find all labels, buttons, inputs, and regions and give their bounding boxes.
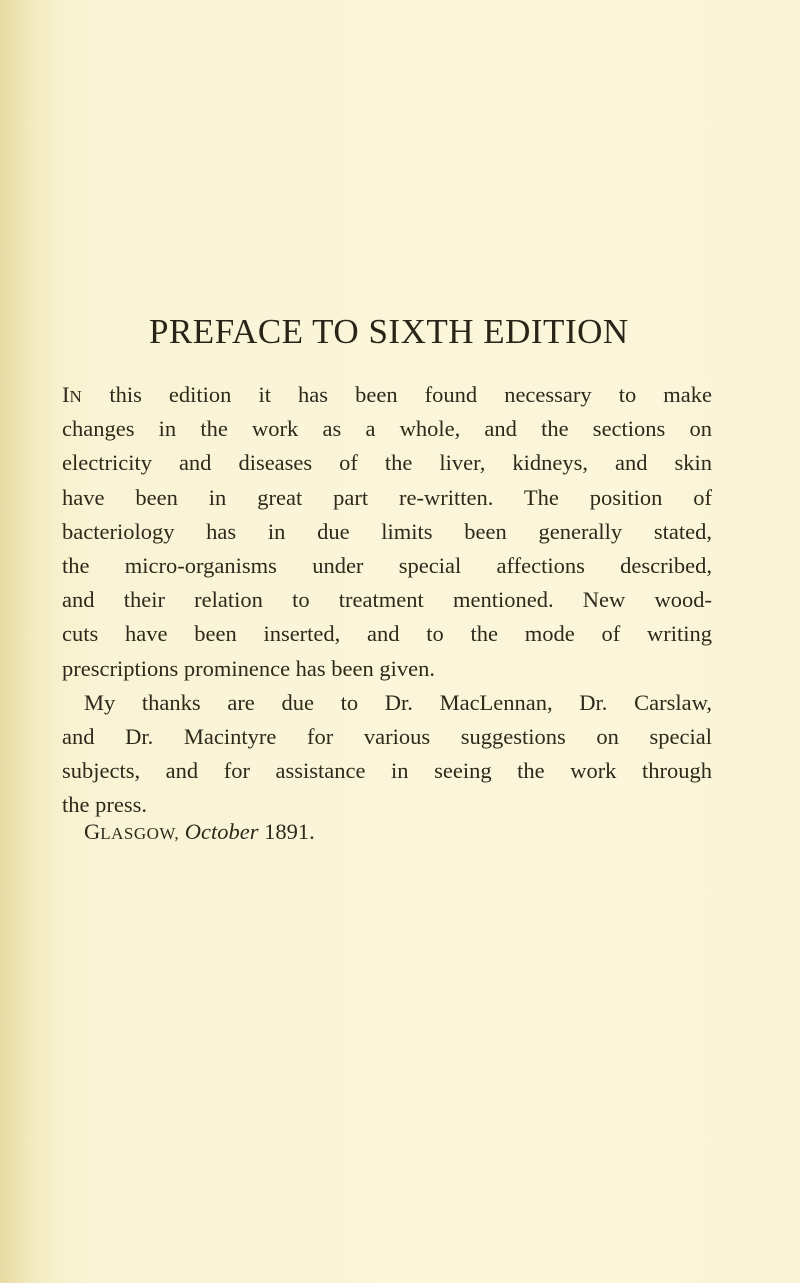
paragraph-2-line-4: the press. — [62, 792, 147, 818]
paragraph-2-line-2: and Dr. Macintyre for various suggestions on special — [62, 723, 712, 749]
paragraph-1-line-3: electricity and diseases of the liver, kidneys, and skin — [62, 450, 712, 476]
line-text: this edition it has been found necessary to make — [82, 382, 712, 407]
signoff-year: 1891. — [264, 819, 315, 844]
signoff — [84, 819, 315, 845]
preface-heading: PREFACE TO SIXTH EDITION — [149, 312, 629, 351]
paragraph-1-line-1 — [62, 378, 712, 412]
page-edge-shadow — [0, 0, 60, 1283]
paragraph-1-line-9: prescriptions prominence has been given. — [62, 655, 436, 681]
paragraph-1-line-8: cuts have been inserted, and to the mode of writing — [62, 621, 712, 647]
paragraph-2-line-3: subjects, and for assistance in seeing the work through — [62, 758, 712, 784]
signoff-place-rest: LASGOW, — [100, 824, 180, 843]
paragraph-1-line-6: the micro-organisms under special affections described, — [62, 552, 712, 578]
paragraph-1-line-7: and their relation to treatment mentioned. New wood- — [62, 587, 712, 613]
signoff-month: October — [184, 819, 259, 844]
paragraph-1-line-2: changes in the work as a whole, and the sections on — [62, 416, 712, 442]
drop-initial: I — [62, 382, 70, 407]
paragraph-1-line-5: bacteriology has in due limits been generally stated, — [62, 518, 712, 544]
paragraph-1-line-4: have been in great part re-written. The position of — [62, 484, 712, 510]
preface-body — [62, 378, 712, 822]
signoff-place-initial: G — [84, 819, 101, 844]
paragraph-2-line-1: My thanks are due to Dr. MacLennan, Dr. Carslaw, — [84, 689, 712, 715]
small-caps-rest: N — [69, 387, 83, 406]
